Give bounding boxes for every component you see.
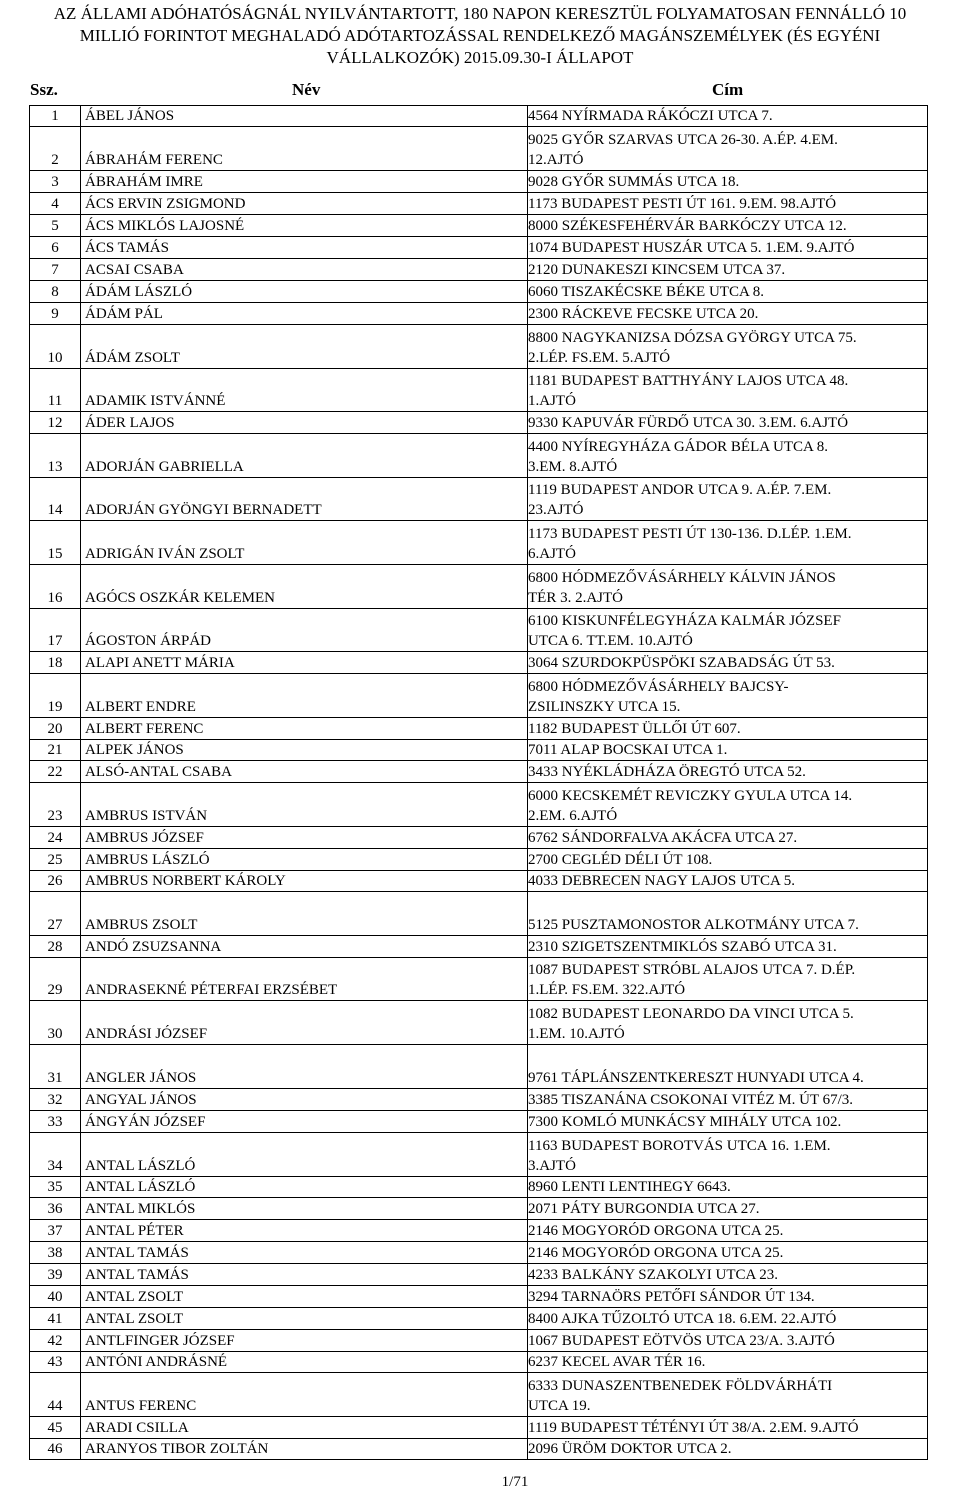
row-name: ANTLFINGER JÓZSEF bbox=[81, 1330, 528, 1352]
row-address: 6237 KECEL AVAR TÉR 16. bbox=[528, 1352, 928, 1373]
row-number: 32 bbox=[30, 1089, 81, 1111]
row-name: AGÓCS OSZKÁR KELEMEN bbox=[81, 565, 528, 609]
table-row bbox=[30, 215, 928, 237]
row-name: ANDRÁSI JÓZSEF bbox=[81, 1001, 528, 1045]
row-name: ACSAI CSABA bbox=[81, 259, 528, 281]
title-line-2: MILLIÓ FORINTOT MEGHALADÓ ADÓTARTOZÁSSAL RENDELKEZŐ MAGÁNSZEMÉLYEK (ÉS EGYÉNI bbox=[79, 26, 881, 45]
table-row bbox=[30, 1417, 928, 1439]
row-address: 9025 GYŐR SZARVAS UTCA 26-30. A.ÉP. 4.EM. 12.AJTÓ bbox=[528, 127, 928, 171]
row-number: 39 bbox=[30, 1264, 81, 1286]
table-row bbox=[30, 958, 928, 1001]
row-name: ANTAL LÁSZLÓ bbox=[81, 1133, 528, 1177]
table-row bbox=[30, 674, 928, 718]
row-name: AMBRUS LÁSZLÓ bbox=[81, 849, 528, 871]
table-row bbox=[30, 281, 928, 303]
table-row bbox=[30, 325, 928, 369]
row-name: AMBRUS ZSOLT bbox=[81, 892, 528, 936]
row-name: AMBRUS ISTVÁN bbox=[81, 783, 528, 827]
row-name: ANTAL MIKLÓS bbox=[81, 1198, 528, 1220]
page-number: 1/71 bbox=[501, 1474, 529, 1490]
row-number: 9 bbox=[30, 303, 81, 325]
row-address: 2120 DUNAKESZI KINCSEM UTCA 37. bbox=[528, 259, 928, 281]
row-name: ALPEK JÁNOS bbox=[81, 740, 528, 761]
table-row bbox=[30, 127, 928, 171]
row-number: 3 bbox=[30, 171, 81, 193]
table-row bbox=[30, 434, 928, 478]
row-address: 2300 RÁCKEVE FECSKE UTCA 20. bbox=[528, 303, 928, 325]
row-name: ANTAL TAMÁS bbox=[81, 1264, 528, 1286]
row-number: 28 bbox=[30, 936, 81, 958]
row-number: 2 bbox=[30, 127, 81, 171]
row-number: 14 bbox=[30, 478, 81, 521]
row-number: 8 bbox=[30, 281, 81, 303]
row-number: 21 bbox=[30, 740, 81, 761]
row-number: 25 bbox=[30, 849, 81, 871]
row-address: 4564 NYÍRMADA RÁKÓCZI UTCA 7. bbox=[528, 106, 928, 127]
table-row bbox=[30, 171, 928, 193]
row-number: 40 bbox=[30, 1286, 81, 1308]
table-row bbox=[30, 412, 928, 434]
table-row bbox=[30, 936, 928, 958]
row-number: 44 bbox=[30, 1373, 81, 1417]
row-name: ADORJÁN GABRIELLA bbox=[81, 434, 528, 478]
row-address: 1087 BUDAPEST STRÓBL ALAJOS UTCA 7. D.ÉP. 1.LÉP. FS.EM. 322.AJTÓ bbox=[528, 958, 928, 1001]
row-number: 33 bbox=[30, 1111, 81, 1133]
table-row bbox=[30, 1242, 928, 1264]
row-address: 1182 BUDAPEST ÜLLŐI ÚT 607. bbox=[528, 718, 928, 740]
table-row bbox=[30, 237, 928, 259]
table-row bbox=[30, 259, 928, 281]
row-number: 26 bbox=[30, 871, 81, 892]
row-number: 23 bbox=[30, 783, 81, 827]
row-name: ANTAL LÁSZLÓ bbox=[81, 1177, 528, 1198]
row-address: 2146 MOGYORÓD ORGONA UTCA 25. bbox=[528, 1220, 928, 1242]
table-row bbox=[30, 849, 928, 871]
row-name: AMBRUS JÓZSEF bbox=[81, 827, 528, 849]
row-name: ARADI CSILLA bbox=[81, 1417, 528, 1439]
row-name: ÁDÁM PÁL bbox=[81, 303, 528, 325]
row-name: ÁCS MIKLÓS LAJOSNÉ bbox=[81, 215, 528, 237]
row-address: 9028 GYŐR SUMMÁS UTCA 18. bbox=[528, 171, 928, 193]
table-row bbox=[30, 106, 928, 127]
row-number: 41 bbox=[30, 1308, 81, 1330]
table-row bbox=[30, 1001, 928, 1045]
row-address: 3294 TARNAÖRS PETŐFI SÁNDOR ÚT 134. bbox=[528, 1286, 928, 1308]
row-address: 2700 CEGLÉD DÉLI ÚT 108. bbox=[528, 849, 928, 871]
row-number: 6 bbox=[30, 237, 81, 259]
table-row bbox=[30, 1133, 928, 1177]
title-line-1: AZ ÁLLAMI ADÓHATÓSÁGNÁL NYILVÁNTARTOTT, 180 NAPON KERESZTÜL FOLYAMATOSAN FENNÁLLÓ 10 bbox=[53, 4, 907, 23]
table-row bbox=[30, 827, 928, 849]
row-address: 1173 BUDAPEST PESTI ÚT 130-136. D.LÉP. 1.EM. 6.AJTÓ bbox=[528, 521, 928, 565]
table-row bbox=[30, 783, 928, 827]
row-address: 3064 SZURDOKPÜSPÖKI SZABADSÁG ÚT 53. bbox=[528, 652, 928, 674]
row-address: 1082 BUDAPEST LEONARDO DA VINCI UTCA 5. 1.EM. 10.AJTÓ bbox=[528, 1001, 928, 1045]
row-name: ALSÓ-ANTAL CSABA bbox=[81, 761, 528, 783]
table-row bbox=[30, 652, 928, 674]
row-number: 42 bbox=[30, 1330, 81, 1352]
row-name: ÁCS ERVIN ZSIGMOND bbox=[81, 193, 528, 215]
row-number: 29 bbox=[30, 958, 81, 1001]
row-number: 10 bbox=[30, 325, 81, 369]
row-address: 1173 BUDAPEST PESTI ÚT 161. 9.EM. 98.AJTÓ bbox=[528, 193, 928, 215]
row-number: 27 bbox=[30, 892, 81, 936]
row-address: 7011 ALAP BOCSKAI UTCA 1. bbox=[528, 740, 928, 761]
table-row bbox=[30, 1198, 928, 1220]
header-num: Ssz. bbox=[30, 80, 58, 99]
row-address: 1163 BUDAPEST BOROTVÁS UTCA 16. 1.EM. 3.AJTÓ bbox=[528, 1133, 928, 1177]
table-row bbox=[30, 740, 928, 761]
row-name: ANTUS FERENC bbox=[81, 1373, 528, 1417]
table-row bbox=[30, 565, 928, 609]
table-row bbox=[30, 521, 928, 565]
row-address: 2146 MOGYORÓD ORGONA UTCA 25. bbox=[528, 1242, 928, 1264]
table-row bbox=[30, 1111, 928, 1133]
row-number: 7 bbox=[30, 259, 81, 281]
row-name: ÁDER LAJOS bbox=[81, 412, 528, 434]
table-row bbox=[30, 369, 928, 412]
row-number: 11 bbox=[30, 369, 81, 412]
row-number: 1 bbox=[30, 106, 81, 127]
row-address: 1119 BUDAPEST TÉTÉNYI ÚT 38/A. 2.EM. 9.AJTÓ bbox=[528, 1417, 928, 1439]
row-name: ANTAL PÉTER bbox=[81, 1220, 528, 1242]
title-line-3: VÁLLALKOZÓK) 2015.09.30-I ÁLLAPOT bbox=[326, 48, 634, 67]
table-row bbox=[30, 1045, 928, 1089]
table-row bbox=[30, 1286, 928, 1308]
row-address: 1067 BUDAPEST EÖTVÖS UTCA 23/A. 3.AJTÓ bbox=[528, 1330, 928, 1352]
row-name: ÁDÁM LÁSZLÓ bbox=[81, 281, 528, 303]
table-row bbox=[30, 193, 928, 215]
row-address: 8000 SZÉKESFEHÉRVÁR BARKÓCZY UTCA 12. bbox=[528, 215, 928, 237]
table-row bbox=[30, 1089, 928, 1111]
row-name: ÁBEL JÁNOS bbox=[81, 106, 528, 127]
row-name: ALBERT FERENC bbox=[81, 718, 528, 740]
row-address: 8400 AJKA TŰZOLTÓ UTCA 18. 6.EM. 22.AJTÓ bbox=[528, 1308, 928, 1330]
row-number: 45 bbox=[30, 1417, 81, 1439]
row-number: 5 bbox=[30, 215, 81, 237]
row-address: 4233 BALKÁNY SZAKOLYI UTCA 23. bbox=[528, 1264, 928, 1286]
row-name: ÁDÁM ZSOLT bbox=[81, 325, 528, 369]
row-name: ÁCS TAMÁS bbox=[81, 237, 528, 259]
table-row bbox=[30, 609, 928, 652]
table-row bbox=[30, 1373, 928, 1417]
row-name: ANGLER JÁNOS bbox=[81, 1045, 528, 1089]
table-body bbox=[30, 106, 928, 1460]
row-address: 9330 KAPUVÁR FÜRDŐ UTCA 30. 3.EM. 6.AJTÓ bbox=[528, 412, 928, 434]
row-address: 5125 PUSZTAMONOSTOR ALKOTMÁNY UTCA 7. bbox=[528, 892, 928, 936]
table-row bbox=[30, 1330, 928, 1352]
row-name: ÁNGYÁN JÓZSEF bbox=[81, 1111, 528, 1133]
table-row bbox=[30, 1352, 928, 1373]
row-name: ANTÓNI ANDRÁSNÉ bbox=[81, 1352, 528, 1373]
row-name: ANDRASEKNÉ PÉTERFAI ERZSÉBET bbox=[81, 958, 528, 1001]
row-address: 2096 ÜRÖM DOKTOR UTCA 2. bbox=[528, 1439, 928, 1460]
row-name: ÁBRAHÁM FERENC bbox=[81, 127, 528, 171]
table-row bbox=[30, 478, 928, 521]
row-address: 6800 HÓDMEZŐVÁSÁRHELY BAJCSY- ZSILINSZKY UTCA 15. bbox=[528, 674, 928, 718]
row-number: 37 bbox=[30, 1220, 81, 1242]
row-address: 9761 TÁPLÁNSZENTKERESZT HUNYADI UTCA 4. bbox=[528, 1045, 928, 1089]
row-number: 43 bbox=[30, 1352, 81, 1373]
row-address: 6800 HÓDMEZŐVÁSÁRHELY KÁLVIN JÁNOS TÉR 3. 2.AJTÓ bbox=[528, 565, 928, 609]
row-name: AMBRUS NORBERT KÁROLY bbox=[81, 871, 528, 892]
row-name: ARANYOS TIBOR ZOLTÁN bbox=[81, 1439, 528, 1460]
row-address: 3433 NYÉKLÁDHÁZA ÖREGTÓ UTCA 52. bbox=[528, 761, 928, 783]
document-title bbox=[0, 3, 960, 69]
row-name: ALAPI ANETT MÁRIA bbox=[81, 652, 528, 674]
row-address: 8800 NAGYKANIZSA DÓZSA GYÖRGY UTCA 75. 2.LÉP. FS.EM. 5.AJTÓ bbox=[528, 325, 928, 369]
row-number: 15 bbox=[30, 521, 81, 565]
header-name: Név bbox=[292, 80, 321, 99]
table-row bbox=[30, 303, 928, 325]
row-number: 35 bbox=[30, 1177, 81, 1198]
row-address: 6000 KECSKEMÉT REVICZKY GYULA UTCA 14. 2.EM. 6.AJTÓ bbox=[528, 783, 928, 827]
row-number: 4 bbox=[30, 193, 81, 215]
row-address: 4033 DEBRECEN NAGY LAJOS UTCA 5. bbox=[528, 871, 928, 892]
row-address: 8960 LENTI LENTIHEGY 6643. bbox=[528, 1177, 928, 1198]
table-row bbox=[30, 871, 928, 892]
row-number: 31 bbox=[30, 1045, 81, 1089]
row-address: 6100 KISKUNFÉLEGYHÁZA KALMÁR JÓZSEF UTCA 6. TT.EM. 10.AJTÓ bbox=[528, 609, 928, 652]
row-name: ADRIGÁN IVÁN ZSOLT bbox=[81, 521, 528, 565]
row-number: 17 bbox=[30, 609, 81, 652]
row-number: 20 bbox=[30, 718, 81, 740]
row-address: 1119 BUDAPEST ANDOR UTCA 9. A.ÉP. 7.EM. 23.AJTÓ bbox=[528, 478, 928, 521]
table-row bbox=[30, 718, 928, 740]
row-address: 1181 BUDAPEST BATTHYÁNY LAJOS UTCA 48. 1.AJTÓ bbox=[528, 369, 928, 412]
row-name: ADAMIK ISTVÁNNÉ bbox=[81, 369, 528, 412]
table-row bbox=[30, 1177, 928, 1198]
row-number: 16 bbox=[30, 565, 81, 609]
row-address: 3385 TISZANÁNA CSOKONAI VITÉZ M. ÚT 67/3. bbox=[528, 1089, 928, 1111]
row-address: 7300 KOMLÓ MUNKÁCSY MIHÁLY UTCA 102. bbox=[528, 1111, 928, 1133]
row-number: 46 bbox=[30, 1439, 81, 1460]
row-name: ANTAL ZSOLT bbox=[81, 1308, 528, 1330]
row-name: ANDÓ ZSUZSANNA bbox=[81, 936, 528, 958]
row-name: ANTAL ZSOLT bbox=[81, 1286, 528, 1308]
row-number: 22 bbox=[30, 761, 81, 783]
row-number: 18 bbox=[30, 652, 81, 674]
table-row bbox=[30, 892, 928, 936]
table-row bbox=[30, 1264, 928, 1286]
row-address: 2310 SZIGETSZENTMIKLÓS SZABÓ UTCA 31. bbox=[528, 936, 928, 958]
row-number: 36 bbox=[30, 1198, 81, 1220]
table-row bbox=[30, 761, 928, 783]
row-address: 6060 TISZAKÉCSKE BÉKE UTCA 8. bbox=[528, 281, 928, 303]
row-name: ÁGOSTON ÁRPÁD bbox=[81, 609, 528, 652]
row-name: ANTAL TAMÁS bbox=[81, 1242, 528, 1264]
row-name: ANGYAL JÁNOS bbox=[81, 1089, 528, 1111]
row-address: 6762 SÁNDORFALVA AKÁCFA UTCA 27. bbox=[528, 827, 928, 849]
taxpayer-table bbox=[29, 105, 928, 1460]
table-row bbox=[30, 1220, 928, 1242]
row-address: 1074 BUDAPEST HUSZÁR UTCA 5. 1.EM. 9.AJTÓ bbox=[528, 237, 928, 259]
row-address: 2071 PÁTY BURGONDIA UTCA 27. bbox=[528, 1198, 928, 1220]
row-number: 38 bbox=[30, 1242, 81, 1264]
row-number: 24 bbox=[30, 827, 81, 849]
row-name: ÁBRAHÁM IMRE bbox=[81, 171, 528, 193]
row-number: 34 bbox=[30, 1133, 81, 1177]
row-number: 30 bbox=[30, 1001, 81, 1045]
row-number: 13 bbox=[30, 434, 81, 478]
row-name: ADORJÁN GYÖNGYI BERNADETT bbox=[81, 478, 528, 521]
row-address: 6333 DUNASZENTBENEDEK FÖLDVÁRHÁTI UTCA 19. bbox=[528, 1373, 928, 1417]
table-row bbox=[30, 1308, 928, 1330]
row-number: 19 bbox=[30, 674, 81, 718]
row-name: ALBERT ENDRE bbox=[81, 674, 528, 718]
row-address: 4400 NYÍREGYHÁZA GÁDOR BÉLA UTCA 8. 3.EM. 8.AJTÓ bbox=[528, 434, 928, 478]
header-addr: Cím bbox=[712, 80, 744, 99]
table-row bbox=[30, 1439, 928, 1460]
row-number: 12 bbox=[30, 412, 81, 434]
